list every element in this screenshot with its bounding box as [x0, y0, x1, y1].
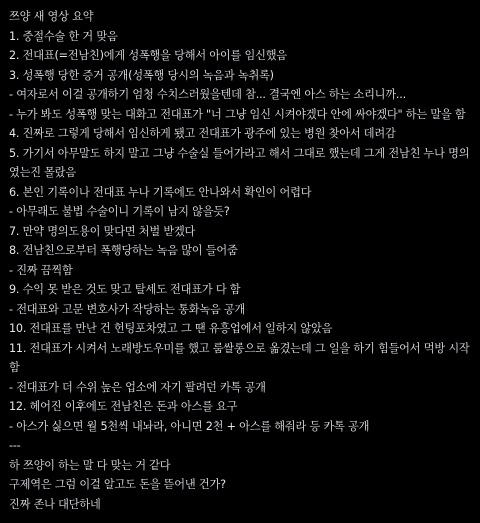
post-line: 9. 수익 못 받은 것도 맞고 탈세도 전대표가 다 함 [9, 283, 241, 296]
post-line: 진짜 존나 대단하네 [9, 497, 101, 511]
post-line: 7. 만약 명의도용이 맞다면 처벌 받겠다 [9, 224, 196, 238]
post-text [9, 7, 474, 514]
post-line: - 전대표가 더 수위 높은 업소에 자기 팔려던 카톡 공개 [9, 380, 266, 394]
post-line: 1. 중절수술 한 거 맞음 [9, 29, 118, 43]
post-line: - 누가 봐도 성폭행 맞는 대화고 전대표가 "너 그냥 임신 시켜야겠다 안에 싸야겠다" 하는 말을 함 [9, 107, 466, 121]
post-line: - 전대표와 고문 변호사가 작당하는 통화녹음 공개 [9, 302, 246, 316]
post-line: 하 쯔양이 하는 말 다 맞는 거 같다 [9, 458, 171, 472]
post-line: 4. 진짜로 그렇게 당해서 임신하게 됐고 전대표가 광주에 있는 병원 찾아서 데려감 [9, 127, 396, 140]
post-line: - 여자로서 이걸 공개하기 엄청 수치스러웠을텐데 참... 결국엔 아스 하는 소리니까... [9, 88, 406, 101]
post-line: 구제역은 그럼 이걸 알고도 돈을 뜯어낸 건가? [9, 478, 226, 491]
post-line: 11. 전대표가 시켜서 노래방도우미를 했고 룸쌀롱으로 옮겼는데 그 일을 하기 힘들어서 먹방 시작함 [9, 341, 470, 374]
post-line: 6. 본인 기록이나 전대표 누나 기록에도 안나와서 확인이 어렵다 [9, 185, 312, 199]
post-line: 12. 헤어진 이후에도 전남친은 돈과 아스를 요구 [9, 400, 238, 413]
post-line: - 아스가 싫으면 월 5천씩 내놔라, 아니면 2천 + 아스를 해줘라 등 카톡 공개 [9, 419, 370, 433]
post-line: 2. 전대표(=전남친)에게 성폭행을 당해서 아이를 임신했음 [9, 49, 287, 62]
separator: --- [9, 439, 21, 452]
post-line: 8. 전남친으로부터 폭행당하는 녹음 많이 들어줌 [9, 244, 238, 257]
post-line: 3. 성폭행 당한 증거 공개(성폭행 당시의 녹음과 녹취록) [9, 68, 274, 82]
post-line: 5. 가기서 아무말도 하지 말고 그냥 수술실 들어가라고 해서 그대로 했는데 그게 전남친 누나 명의였는진 몰랐음 [9, 146, 470, 179]
post-line: 10. 전대표를 만난 건 헌팅포차였고 그 땐 유흥업에서 일하지 않았음 [9, 322, 333, 335]
post-line: - 진짜 끔찍함 [9, 263, 73, 277]
post-title: 쯔양 새 영상 요약 [9, 10, 94, 23]
post-line: - 아무래도 불법 수술이니 기록이 남지 않을듯? [9, 205, 230, 218]
